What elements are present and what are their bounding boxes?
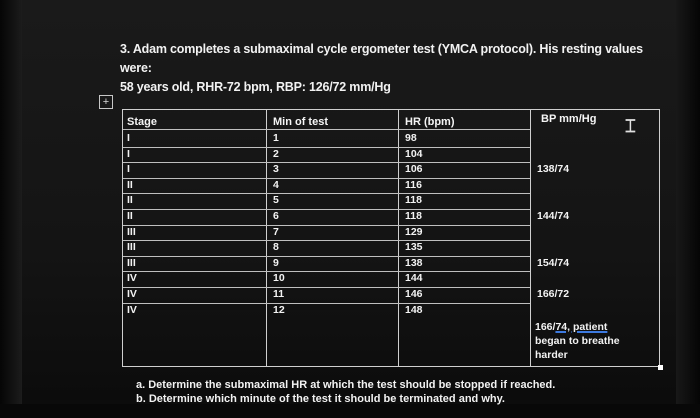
cell-bp: 166/72 [537,288,570,300]
problem-line-2: were: [120,61,152,75]
cell-stage: I [127,132,130,144]
table-move-handle-icon[interactable]: + [99,95,113,109]
cell-min: 2 [273,147,279,160]
header-stage: Stage [127,116,157,128]
monitor-bezel-bottom [0,404,700,418]
header-min: Min of test [273,116,328,128]
cell-bp: 138/74 [537,163,570,176]
cell-min: 10 [273,272,285,285]
cell-min: 7 [273,225,279,238]
row-divider [123,271,530,272]
cell-hr: 98 [405,132,417,144]
cell-bp: 154/74 [537,256,570,269]
header-bp: BP mm/Hg [541,113,597,125]
column-divider [530,110,531,366]
cell-min: 4 [273,178,279,191]
cell-stage: IV [127,303,137,316]
cell-stage: II [127,194,133,207]
bp-note-value: 166/ [535,321,556,333]
cell-min: 3 [273,163,279,176]
cell-hr: 106 [405,163,423,176]
row-divider [123,162,530,163]
bp-note-rest: began to breathe harder [535,335,620,361]
cell-stage: II [127,178,133,191]
row-divider [123,256,530,257]
cell-hr: 118 [405,210,422,222]
cell-hr: 135 [405,241,423,254]
cell-hr: 104 [405,147,423,160]
cell-bp: 144/74 [537,210,570,222]
column-divider [266,110,267,366]
problem-line-3: 58 years old, RHR-72 bpm, RBP: 126/72 mm/Hg [120,80,391,94]
cell-min: 1 [273,132,279,144]
cell-min: 11 [273,288,285,300]
row-divider [123,240,530,241]
cell-hr: 118 [405,194,422,207]
monitor-bezel-left [0,0,22,418]
table-resize-handle[interactable] [658,365,663,370]
bp-note [535,320,653,362]
cell-hr: 148 [405,303,423,316]
column-divider [398,110,399,366]
cell-stage: I [127,163,130,176]
cell-min: 9 [273,256,279,269]
cell-hr: 116 [405,178,422,191]
cell-stage: II [127,210,133,222]
monitor-bezel-right [676,0,700,418]
cell-hr: 146 [405,288,423,300]
problem-line-1: 3. Adam completes a submaximal cycle ergometer test (YMCA protocol). His resting values [120,42,643,56]
header-hr: HR (bpm) [405,116,455,128]
text-cursor-icon: ⌶ [625,116,636,136]
cell-stage: IV [127,272,137,285]
question-b: b. Determine which minute of the test it should be terminated and why. [136,393,505,405]
question-a: a. Determine the submaximal HR at which the test should be stopped if reached. [136,379,556,391]
bp-note-underlined: 74, patient [555,321,608,333]
row-divider [123,178,530,179]
row-divider [123,147,530,148]
cell-stage: I [127,147,130,160]
row-divider [123,303,530,304]
cell-min: 12 [273,303,285,316]
questions [136,378,555,406]
cell-min: 8 [273,241,279,254]
cell-hr: 129 [405,225,423,238]
cell-min: 5 [273,194,279,207]
row-divider [123,287,530,288]
cell-hr: 138 [405,256,423,269]
row-divider [123,193,530,194]
cell-stage: IV [127,288,137,300]
row-divider [123,225,530,226]
problem-statement [120,40,660,97]
cell-stage: III [127,256,136,269]
cell-min: 6 [273,210,279,222]
cell-hr: 144 [405,272,423,285]
row-divider [123,209,530,210]
data-table [122,109,660,367]
row-divider [123,129,530,130]
cell-stage: III [127,241,136,254]
cell-stage: III [127,225,136,238]
